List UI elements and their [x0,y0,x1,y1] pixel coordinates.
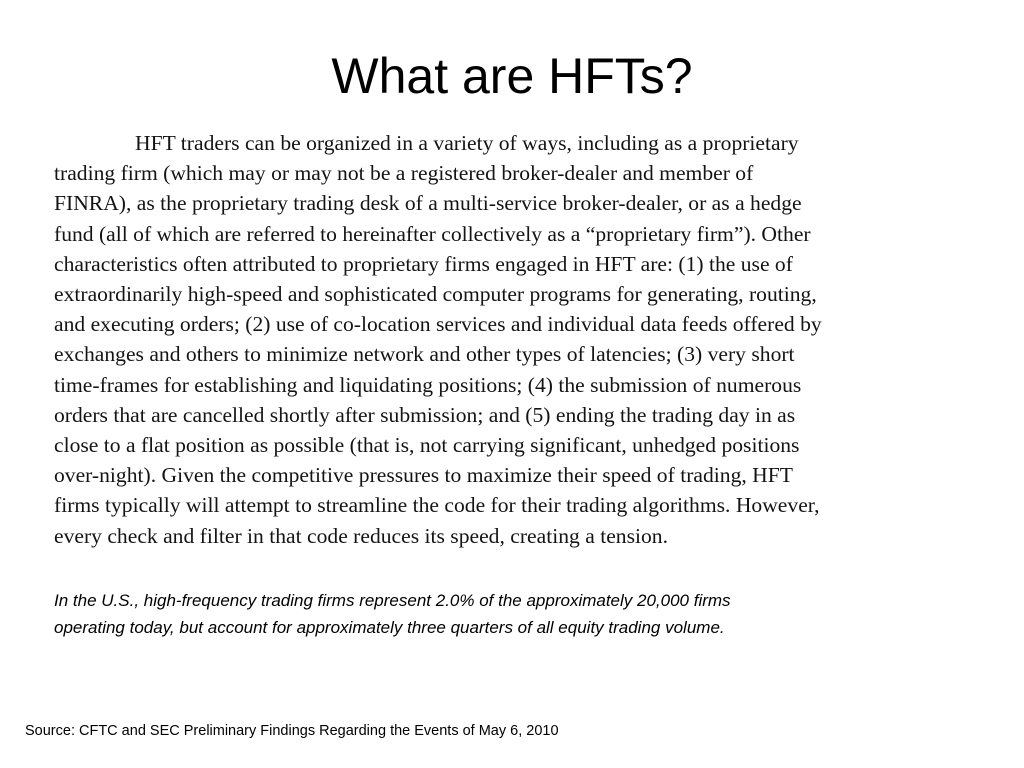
excerpt-line: fund (all of which are referred to hereinafter collectively as a “proprietary firm”). Other [54,221,811,246]
excerpt-line: and executing orders; (2) use of co-location services and individual data feeds offered by [54,312,822,337]
excerpt-line: firms typically will attempt to streamline the code for their trading algorithms. However, [54,493,820,518]
slide-title: What are HFTs? [331,48,693,104]
excerpt-line: trading firm (which may or may not be a registered broker-dealer and member of [54,161,754,186]
italic-note [54,587,974,641]
excerpt-line: over-night). Given the competitive pressures to maximize their speed of trading, HFT [54,463,793,488]
excerpt-line: close to a flat position as possible (that is, not carrying significant, unhedged positions [54,433,800,458]
note-line: operating today, but account for approximately three quarters of all equity trading volume. [54,618,725,637]
source-citation: Source: CFTC and SEC Preliminary Findings Regarding the Events of May 6, 2010 [25,723,559,739]
excerpt-line: HFT traders can be organized in a variety of ways, including as a proprietary [135,131,799,155]
excerpt-line: FINRA), as the proprietary trading desk of a multi-service broker-dealer, or as a hedge [54,191,802,216]
excerpt-line: orders that are cancelled shortly after submission; and (5) ending the trading day in as [54,402,796,427]
excerpt-line: characteristics often attributed to proprietary firms engaged in HFT are: (1) the use of [54,251,793,276]
excerpt-line: exchanges and others to minimize network and other types of latencies; (3) very short [54,342,795,367]
excerpt-line: time-frames for establishing and liquidating positions; (4) the submission of numerous [54,372,802,397]
excerpt-line: extraordinarily high-speed and sophisticated computer programs for generating, routing, [54,282,817,307]
note-line: In the U.S., high-frequency trading firms represent 2.0% of the approximately 20,000 firms [54,591,731,610]
quoted-excerpt [54,128,1000,551]
excerpt-line: every check and filter in that code reduces its speed, creating a tension. [54,523,668,548]
